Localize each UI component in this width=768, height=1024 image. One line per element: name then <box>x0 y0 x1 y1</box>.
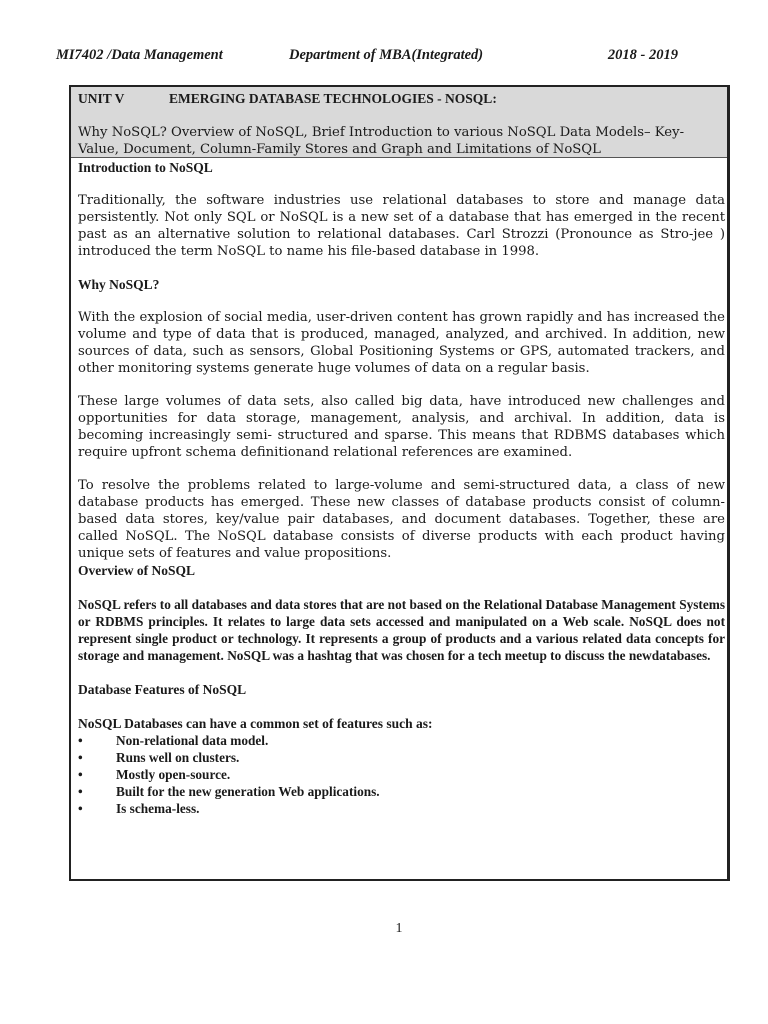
bullet-icon: • <box>78 750 83 765</box>
why-heading: Why NoSQL? <box>78 277 160 292</box>
content-frame <box>69 85 730 881</box>
bullet-icon: • <box>78 784 83 799</box>
unit-content <box>78 159 725 817</box>
unit-label: UNIT V <box>78 91 125 106</box>
features-list <box>78 732 725 817</box>
page-number: 1 <box>395 921 403 936</box>
bullet-icon: • <box>78 733 83 748</box>
bullet-icon: • <box>78 767 83 782</box>
why-paragraph-3: To resolve the problems related to large-volume and semi-structured data, a class of new database products has emerged. These new classes of database products consist of column-based data stores, key/value pair databases, and document databases. Together, these are called NoSQL. The NoSQL database consists of diverse products with each product having unique sets of features and value propositions. <box>78 478 725 561</box>
why-paragraph-2: These large volumes of data sets, also called big data, have introduced new challenges and opportunities for data storage, management, analysis, and archival. In addition, data is becoming increasingly semi- structured and sparse. This means that RDBMS databases which require upfront schema definitionand relational references are examined. <box>78 394 725 460</box>
unit-description: Why NoSQL? Overview of NoSQL, Brief Introduction to various NoSQL Data Models– Key-Value, Document, Column-Family Stores and Graph and Limitations of NoSQL <box>78 125 685 157</box>
overview-heading: Overview of NoSQL <box>78 563 195 578</box>
list-item: • Is schema-less. <box>78 801 200 816</box>
why-paragraph-1: With the explosion of social media, user-driven content has grown rapidly and has increased the volume and type of data that is produced, managed, analyzed, and archived. In addition, new sources of data, such as sensors, Global Positioning Systems or GPS, automated trackers, and other monitoring systems generate huge volumes of data on a regular basis. <box>78 310 725 376</box>
overview-paragraph: NoSQL refers to all databases and data stores that are not based on the Relational Database Management Systems or RDBMS principles. It relates to large data sets accessed and manipulated on a Web scale. NoSQL does not represent single product or technology. It represents a group of products and a various related data concepts for storage and management. NoSQL was a hashtag that was chosen for a tech meetup to discuss the newdatabases. <box>78 597 725 663</box>
features-heading: Database Features of NoSQL <box>78 682 247 697</box>
unit-banner <box>71 87 727 158</box>
unit-title: EMERGING DATABASE TECHNOLOGIES - NOSQL: <box>169 91 497 106</box>
list-item: • Mostly open-source. <box>78 767 231 782</box>
page-header <box>56 47 706 67</box>
list-item: • Runs well on clusters. <box>78 750 240 765</box>
intro-heading: Introduction to NoSQL <box>78 160 213 175</box>
course-code: MI7402 /Data Management <box>56 47 223 63</box>
list-item: • Built for the new generation Web applications. <box>78 784 380 799</box>
list-item: • Non-relational data model. <box>78 733 269 748</box>
academic-year: 2018 - 2019 <box>607 47 678 63</box>
features-intro: NoSQL Databases can have a common set of features such as: <box>78 716 433 731</box>
intro-paragraph: Traditionally, the software industries use relational databases to store and manage data persistently. Not only SQL or NoSQL is a new set of a database that has emerged in the recent past as an alternative solution to relational databases. Carl Strozzi (Pronounce as Stro-jee ) introduced the term NoSQL to name his file-based database in 1998. <box>78 193 725 259</box>
department-name: Department of MBA(Integrated) <box>289 47 484 63</box>
bullet-icon: • <box>78 801 83 816</box>
unit-heading <box>78 91 497 107</box>
